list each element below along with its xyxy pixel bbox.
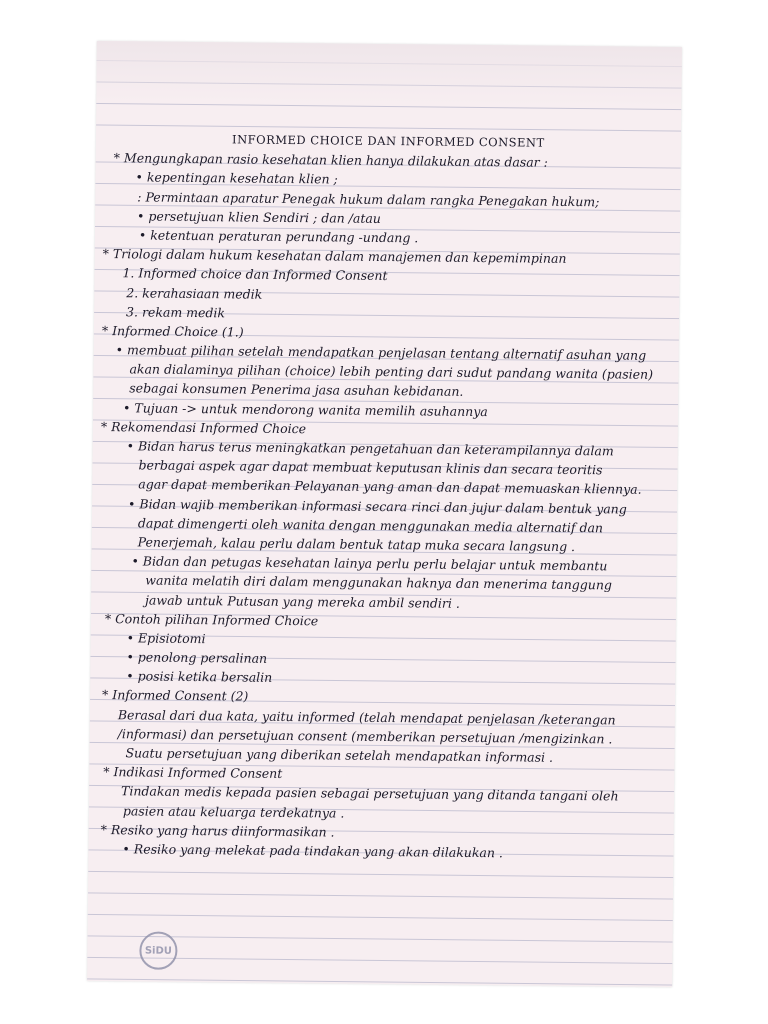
note-line: 2. kerahasiaan medik [126,284,263,302]
note-line: • ketentuan peraturan perundang -undang . [138,227,419,246]
note-line: 1. Informed choice dan Informed Consent [122,265,388,284]
page-title: INFORMED CHOICE DAN INFORMED CONSENT [232,132,545,150]
note-line: /informasi) dan persetujuan consent (memberikan persetujuan /mengizinkan . [117,726,613,747]
sidu-logo: SiDU [139,931,177,969]
page-top-shade [96,41,682,107]
note-line: jawab untuk Putusan yang mereka ambil sendiri . [145,591,460,611]
note-line: wanita melatih diri dalam menggunakan haknya dan menerima tanggung [145,572,613,593]
note-line: berbagai aspek agar dapat membuat keputusan klinis dan secara teoritis [138,457,603,478]
note-line: • membuat pilihan setelah mendapatkan penjelasan tentang alternatif asuhan yang [115,342,647,363]
note-line: Penerjemah, kalau perlu dalam bentuk tatap muka secara langsung . [137,534,576,554]
note-line: • Tujuan -> untuk mendorong wanita memilih asuhannya [123,399,488,419]
note-line: pasien atau keluarga terdekatnya . [122,802,345,821]
note-line: * Mengungkapan rasio kesehatan klien hanya dilakukan atas dasar : [113,150,548,170]
note-line: • Bidan dan petugas kesehatan lainya perlu perlu belajar untuk membantu [131,553,608,574]
handwritten-notes [88,129,681,864]
note-line: * Informed Choice (1.) [101,322,244,340]
note-line: Tindakan medis kepada pasien sebagai persetujuan yang ditanda tangani oleh [121,783,619,804]
note-line: dapat dimengerti oleh wanita dengan menggunakan media alternatif dan [137,515,604,536]
note-line: * Resiko yang harus diinformasikan . [100,821,335,840]
note-line: * Indikasi Informed Consent [103,764,283,782]
note-line: : Permintaan aparatur Penegak hukum dalam rangka Penegakan hukum; [137,188,600,209]
note-line: • Bidan harus terus meningkatkan pengetahuan dan keterampilannya dalam [126,438,614,459]
note-line: * Informed Consent (2) [102,687,249,705]
note-line: * Rekomendasi Informed Choice [100,418,307,436]
note-line: • persetujuan klien Sendiri ; dan /atau [137,208,381,226]
note-line: • Bidan wajib memberikan informasi secara rinci dan jujur dalam bentuk yang [128,495,627,517]
note-line: agar dapat memberikan Pelayanan yang aman dan dapat memuaskan kliennya. [138,476,642,498]
note-line: • posisi ketika bersalin [126,668,273,686]
note-line: * Triologi dalam hukum kesehatan dalam manajemen dan kepemimpinan [102,246,567,267]
note-line: 3. rekam medik [126,303,226,321]
note-line: • Episiotomi [126,630,206,647]
note-lines [88,148,680,864]
note-line: akan dialaminya pilihan (choice) lebih penting dari sudut pandang wanita (pasien) [129,361,654,383]
note-line: • Resiko yang melekat pada tindakan yang akan dilakukan . [122,841,503,861]
notebook-page [87,41,682,987]
note-line: Berasal dari dua kata, yaitu informed (telah mendapat penjelasan /keterangan [117,706,616,728]
note-line: • kepentingan kesehatan klien ; [135,169,338,187]
note-line: Suatu persetujuan yang diberikan setelah mendapatkan informasi . [125,745,554,765]
note-line: • penolong persalinan [126,649,268,666]
note-line: sebagai konsumen Penerima jasa asuhan kebidanan. [129,380,464,400]
note-line: * Contoh pilihan Informed Choice [104,610,319,628]
